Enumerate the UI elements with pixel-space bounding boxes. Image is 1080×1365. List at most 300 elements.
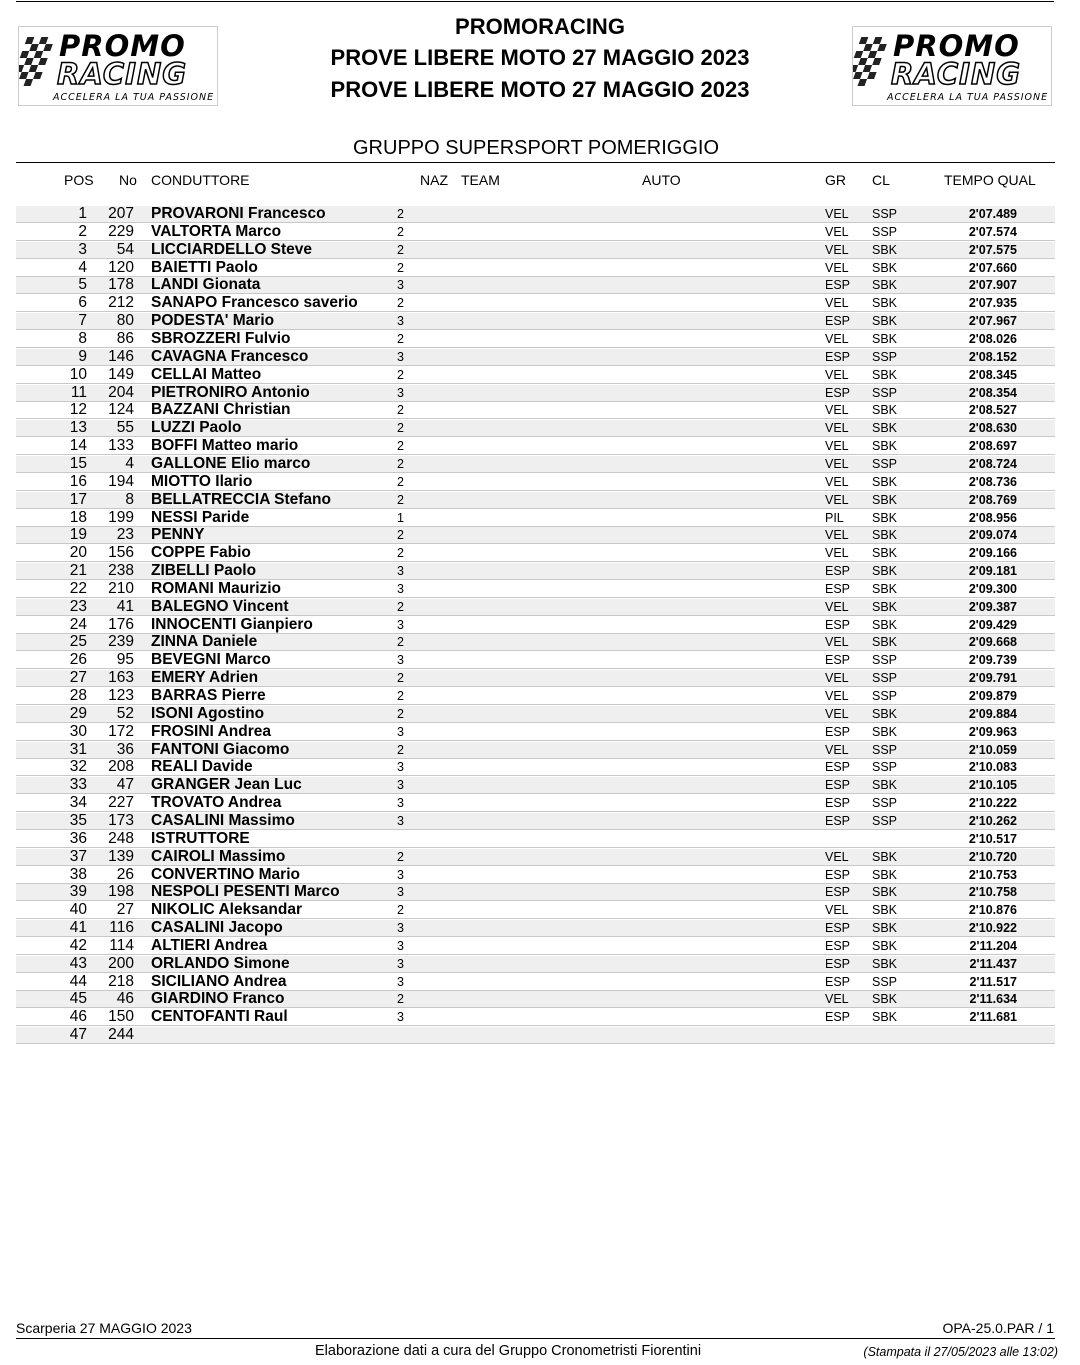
footer-credits: Elaborazione dati a cura del Gruppo Cronometristi Fiorentini: [315, 1343, 702, 1359]
cell-number: 200: [108, 954, 134, 972]
cell-number: 204: [108, 383, 134, 401]
cell-group: ESP: [825, 867, 851, 882]
cell-class: SBK: [872, 921, 898, 935]
cell-time: 2'10.083: [968, 760, 1017, 775]
cell-number: 227: [108, 794, 134, 812]
event-title-line2: PROVE LIBERE MOTO 27 MAGGIO 2023: [330, 77, 750, 102]
cell-class: SBK: [872, 599, 898, 614]
cell-class: SBK: [872, 314, 898, 329]
table-row: [16, 277, 1055, 294]
cell-time: 2'07.907: [968, 278, 1017, 293]
cell-driver: NIKOLIC Aleksandar: [151, 901, 303, 919]
cell-number: 244: [108, 1026, 134, 1044]
cell-pos: 38: [69, 865, 87, 883]
cell-class: SSP: [872, 207, 898, 221]
cell-class: SSP: [872, 671, 898, 686]
cell-number: 95: [116, 651, 134, 669]
cell-class: SBK: [872, 510, 898, 525]
cell-time: 2'11.681: [969, 1010, 1017, 1025]
cell-class: SBK: [872, 635, 898, 650]
table-row: [16, 349, 1055, 366]
table-row: [16, 260, 1055, 277]
table-row: [16, 831, 1055, 848]
cell-group: ESP: [825, 938, 851, 953]
cell-naz: 2: [397, 439, 404, 454]
cell-number: 146: [108, 347, 134, 365]
cell-class: SBK: [872, 242, 898, 257]
cell-class: SBK: [872, 992, 898, 1007]
cell-time: 2'10.758: [968, 885, 1017, 900]
cell-group: ESP: [825, 921, 851, 935]
cell-time: 2'09.791: [968, 671, 1017, 686]
cell-driver: ALTIERI Andrea: [151, 936, 268, 954]
logo-tagline: ACCELERA LA TUA PASSIONE: [53, 92, 215, 103]
cell-naz: 3: [397, 581, 404, 596]
cell-number: 133: [108, 437, 134, 455]
table-row: [16, 724, 1055, 741]
cell-class: SSP: [872, 689, 898, 703]
col-header-no: No: [119, 172, 137, 188]
cell-driver: GALLONE Elio marco: [151, 454, 311, 472]
col-header-auto: AUTO: [642, 172, 681, 188]
cell-pos: 47: [69, 1026, 87, 1044]
logo-word-promo: PROMO: [893, 29, 1020, 63]
cell-time: 2'11.437: [969, 956, 1017, 971]
cell-driver: BAZZANI Christian: [151, 401, 291, 419]
cell-driver: SANAPO Francesco saverio: [151, 294, 358, 312]
cell-number: 212: [108, 294, 134, 312]
cell-time: 2'08.630: [968, 421, 1017, 436]
cell-naz: 2: [397, 296, 404, 311]
cell-group: ESP: [825, 885, 851, 900]
cell-time: 2'10.059: [968, 742, 1017, 757]
cell-naz: 2: [397, 403, 404, 418]
cell-pos: 30: [69, 722, 87, 740]
col-header-driver: CONDUTTORE: [151, 172, 250, 188]
col-header-cl: CL: [872, 172, 890, 188]
cell-time: 2'09.074: [968, 528, 1017, 543]
cell-class: SBK: [872, 778, 898, 793]
cell-class: SSP: [872, 653, 898, 668]
cell-driver: CONVERTINO Mario: [151, 865, 300, 883]
cell-time: 2'08.956: [968, 510, 1017, 525]
cell-number: 23: [116, 526, 134, 544]
cell-class: SSP: [872, 974, 898, 989]
cell-pos: 46: [69, 1008, 87, 1026]
table-row: [16, 634, 1055, 651]
cell-time: 2'09.429: [968, 617, 1017, 632]
cell-naz: 2: [397, 474, 404, 489]
table-row: [16, 849, 1055, 866]
cell-time: 2'07.574: [968, 224, 1017, 239]
cell-number: 26: [116, 865, 134, 883]
cell-driver: COPPE Fabio: [151, 544, 251, 562]
cell-naz: 2: [397, 706, 404, 721]
table-row: [16, 545, 1055, 562]
table-row: [16, 813, 1055, 830]
cell-class: SBK: [872, 403, 898, 418]
cell-pos: 32: [69, 758, 87, 776]
cell-number: 27: [116, 901, 134, 919]
table-row: [16, 742, 1055, 759]
footer-rule: [16, 1338, 1055, 1339]
cell-pos: 29: [69, 704, 87, 722]
table-row: [16, 438, 1055, 455]
cell-group: VEL: [825, 671, 849, 686]
table-row: [16, 420, 1055, 437]
table-row: [16, 492, 1055, 509]
cell-pos: 36: [69, 829, 87, 847]
cell-naz: 2: [397, 367, 404, 382]
cell-naz: 3: [397, 617, 404, 632]
cell-class: SBK: [872, 546, 898, 561]
table-row: [16, 331, 1055, 348]
organizer-title: PROMORACING: [455, 14, 625, 39]
cell-group: VEL: [825, 367, 849, 382]
cell-class: SBK: [872, 867, 898, 882]
cell-number: 120: [108, 258, 134, 276]
cell-driver: INNOCENTI Gianpiero: [151, 615, 313, 633]
cell-naz: 2: [397, 260, 404, 275]
logo-word-promo: PROMO: [59, 29, 186, 63]
cell-group: VEL: [825, 903, 849, 918]
cell-number: 46: [116, 990, 134, 1008]
cell-class: SBK: [872, 724, 898, 739]
cell-driver: BELLATRECCIA Stefano: [151, 490, 331, 508]
table-row: [16, 527, 1055, 544]
cell-driver: EMERY Adrien: [151, 669, 259, 687]
cell-driver: CENTOFANTI Raul: [151, 1008, 288, 1026]
cell-naz: 2: [397, 689, 404, 703]
cell-number: 210: [108, 579, 134, 597]
cell-pos: 18: [69, 508, 87, 526]
cell-pos: 43: [69, 954, 87, 972]
cell-number: 47: [116, 776, 134, 794]
cell-number: 41: [116, 597, 134, 615]
cell-naz: 3: [397, 796, 404, 811]
cell-pos: 19: [69, 526, 87, 544]
cell-pos: 20: [69, 544, 87, 562]
table-row: [16, 599, 1055, 616]
cell-pos: 16: [69, 472, 87, 490]
cell-pos: 9: [78, 347, 87, 365]
cell-number: 239: [108, 633, 134, 651]
cell-time: 2'08.354: [968, 385, 1017, 400]
cell-time: 2'07.489: [968, 207, 1017, 221]
footer-page-ref: OPA-25.0.PAR / 1: [942, 1320, 1054, 1336]
cell-group: VEL: [825, 207, 849, 221]
cell-pos: 4: [78, 258, 87, 276]
cell-group: VEL: [825, 421, 849, 436]
cell-driver: CELLAI Matteo: [151, 365, 262, 383]
cell-time: 2'08.736: [968, 474, 1017, 489]
cell-class: SBK: [872, 564, 898, 578]
table-row: [16, 991, 1055, 1008]
cell-naz: 3: [397, 314, 404, 329]
cell-pos: 42: [69, 936, 87, 954]
table-row: [16, 385, 1055, 402]
cell-number: 218: [108, 972, 134, 990]
cell-naz: 2: [397, 599, 404, 614]
cell-number: 149: [108, 365, 134, 383]
cell-group: VEL: [825, 332, 849, 346]
cell-number: 176: [108, 615, 134, 633]
event-title-line1: PROVE LIBERE MOTO 27 MAGGIO 2023: [330, 45, 750, 70]
cell-group: VEL: [825, 474, 849, 489]
cell-naz: 3: [397, 349, 404, 364]
cell-driver: BOFFI Matteo mario: [151, 437, 299, 455]
cell-time: 2'10.753: [968, 867, 1017, 882]
cell-naz: 3: [397, 564, 404, 578]
cell-class: SSP: [872, 224, 898, 239]
cell-time: 2'07.575: [968, 242, 1017, 257]
cell-class: SSP: [872, 796, 898, 811]
cell-driver: ZINNA Daniele: [151, 633, 258, 651]
cell-class: SSP: [872, 385, 898, 400]
cell-group: PIL: [825, 510, 844, 525]
cell-driver: PODESTA' Mario: [151, 312, 275, 330]
table-row: [16, 902, 1055, 919]
cell-driver: SBROZZERI Fulvio: [151, 330, 291, 347]
cell-class: SBK: [872, 421, 898, 436]
table-row: [16, 670, 1055, 687]
cell-pos: 26: [69, 651, 87, 669]
col-header-gr: GR: [825, 172, 846, 188]
cell-class: SBK: [872, 367, 898, 382]
cell-time: 2'10.105: [968, 778, 1017, 793]
cell-time: 2'08.152: [968, 349, 1017, 364]
cell-number: 86: [116, 330, 134, 347]
cell-naz: 3: [397, 974, 404, 989]
cell-pos: 25: [69, 633, 87, 651]
cell-class: SSP: [872, 760, 898, 775]
cell-number: 229: [108, 222, 134, 240]
cell-number: 8: [125, 490, 134, 508]
table-row: [16, 795, 1055, 812]
cell-class: SBK: [872, 706, 898, 721]
cell-pos: 31: [69, 740, 87, 758]
cell-time: 2'09.884: [968, 706, 1017, 721]
table-row: [16, 920, 1055, 937]
cell-class: SBK: [872, 617, 898, 632]
cell-driver: LANDI Gionata: [151, 276, 261, 294]
logo-word-racing: RACING: [57, 57, 188, 91]
cell-group: ESP: [825, 956, 851, 971]
cell-pos: 37: [69, 847, 87, 865]
table-row: [16, 474, 1055, 491]
cell-pos: 12: [69, 401, 87, 419]
table-row: [16, 367, 1055, 384]
cell-naz: 2: [397, 224, 404, 239]
cell-naz: 1: [397, 510, 404, 525]
cell-class: SBK: [872, 260, 898, 275]
cell-pos: 3: [78, 240, 87, 258]
table-row: [16, 581, 1055, 598]
cell-driver: PIETRONIRO Antonio: [151, 383, 310, 401]
cell-pos: 11: [70, 383, 87, 401]
cell-driver: CAIROLI Massimo: [151, 847, 286, 865]
cell-group: ESP: [825, 974, 851, 989]
cell-number: 163: [108, 669, 134, 687]
cell-driver: TROVATO Andrea: [151, 794, 282, 812]
cell-number: 55: [116, 419, 134, 437]
cell-class: SSP: [872, 742, 898, 757]
cell-time: 2'10.720: [968, 849, 1017, 864]
cell-time: 2'07.935: [968, 296, 1017, 311]
cell-time: 2'08.724: [968, 456, 1017, 471]
cell-driver: SICILIANO Andrea: [151, 972, 287, 990]
cell-time: 2'11.204: [969, 938, 1017, 953]
cell-pos: 21: [69, 562, 87, 579]
cell-time: 2'09.879: [968, 689, 1017, 703]
table-row: [16, 224, 1055, 241]
cell-group: ESP: [825, 1010, 851, 1025]
cell-class: SBK: [872, 474, 898, 489]
cell-group: VEL: [825, 546, 849, 561]
logo-tagline: ACCELERA LA TUA PASSIONE: [887, 92, 1049, 103]
cell-pos: 13: [69, 419, 87, 437]
cell-group: VEL: [825, 242, 849, 257]
cell-number: 207: [108, 205, 134, 222]
cell-group: VEL: [825, 992, 849, 1007]
col-header-naz: NAZ: [420, 172, 448, 188]
cell-pos: 6: [78, 294, 87, 312]
cell-time: 2'09.668: [968, 635, 1017, 650]
cell-pos: 14: [69, 437, 87, 455]
cell-driver: FANTONI Giacomo: [151, 740, 290, 758]
cell-driver: BARRAS Pierre: [151, 687, 266, 704]
cell-group: VEL: [825, 849, 849, 864]
cell-pos: 22: [69, 579, 87, 597]
cell-naz: 2: [397, 742, 404, 757]
cell-driver: CAVAGNA Francesco: [151, 347, 309, 365]
cell-pos: 23: [69, 597, 87, 615]
cell-pos: 41: [69, 919, 87, 936]
cell-number: 208: [108, 758, 134, 776]
cell-driver: NESPOLI PESENTI Marco: [151, 883, 340, 901]
table-row: [16, 706, 1055, 723]
footer-place-date: Scarperia 27 MAGGIO 2023: [16, 1320, 192, 1336]
table-row: [16, 867, 1055, 884]
cell-group: ESP: [825, 385, 851, 400]
cell-time: 2'09.166: [968, 546, 1017, 561]
cell-group: VEL: [825, 439, 849, 454]
cell-class: SBK: [872, 278, 898, 293]
cell-pos: 17: [69, 490, 87, 508]
cell-number: 156: [108, 544, 134, 562]
cell-driver: LICCIARDELLO Steve: [151, 240, 313, 258]
cell-group: VEL: [825, 635, 849, 650]
cell-group: VEL: [825, 224, 849, 239]
cell-time: 2'09.739: [968, 653, 1017, 668]
cell-pos: 7: [78, 312, 87, 330]
cell-driver: VALTORTA Marco: [151, 222, 282, 240]
cell-pos: 34: [69, 794, 87, 812]
cell-class: SBK: [872, 296, 898, 311]
cell-driver: MIOTTO Ilario: [151, 472, 253, 490]
cell-number: 178: [108, 276, 134, 294]
cell-naz: 2: [397, 992, 404, 1007]
cell-naz: 2: [397, 546, 404, 561]
cell-driver: ISTRUTTORE: [151, 829, 250, 847]
col-header-pos: POS: [64, 172, 94, 188]
cell-number: 116: [109, 919, 134, 936]
cell-time: 2'09.181: [968, 564, 1017, 578]
cell-naz: 3: [397, 867, 404, 882]
cell-group: VEL: [825, 706, 849, 721]
table-row: [16, 510, 1055, 527]
cell-class: SBK: [872, 581, 898, 596]
col-header-time: TEMPO QUAL: [944, 172, 1036, 188]
cell-pos: 40: [69, 901, 87, 919]
cell-naz: 3: [397, 278, 404, 293]
group-title: GRUPPO SUPERSPORT POMERIGGIO: [353, 137, 719, 159]
cell-group: ESP: [825, 653, 851, 668]
cell-class: SBK: [872, 439, 898, 454]
cell-time: 2'08.527: [968, 403, 1017, 418]
cell-pos: 10: [69, 365, 87, 383]
cell-naz: 2: [397, 903, 404, 918]
cell-group: ESP: [825, 760, 851, 775]
cell-group: ESP: [825, 564, 851, 578]
cell-time: 2'09.387: [968, 599, 1017, 614]
cell-pos: 2: [78, 222, 87, 240]
cell-time: 2'11.517: [969, 974, 1017, 989]
cell-naz: 2: [397, 332, 404, 346]
cell-naz: 3: [397, 956, 404, 971]
cell-time: 2'11.634: [969, 992, 1017, 1007]
cell-time: 2'08.769: [968, 492, 1017, 507]
cell-number: 172: [108, 722, 134, 740]
cell-number: 194: [108, 472, 134, 490]
cell-time: 2'10.876: [968, 903, 1017, 918]
cell-naz: 2: [397, 849, 404, 864]
cell-class: SBK: [872, 528, 898, 543]
cell-number: 199: [108, 508, 134, 526]
cell-group: VEL: [825, 260, 849, 275]
cell-class: SBK: [872, 849, 898, 864]
cell-pos: 33: [69, 776, 87, 794]
cell-group: VEL: [825, 403, 849, 418]
cell-naz: 2: [397, 207, 404, 221]
cell-group: ESP: [825, 813, 851, 828]
table-row: [16, 1027, 1055, 1044]
cell-driver: LUZZI Paolo: [151, 419, 242, 437]
cell-group: ESP: [825, 349, 851, 364]
cell-group: ESP: [825, 581, 851, 596]
cell-naz: 3: [397, 385, 404, 400]
cell-naz: 2: [397, 528, 404, 543]
table-row: [16, 206, 1055, 223]
cell-time: 2'08.697: [968, 439, 1017, 454]
cell-group: VEL: [825, 296, 849, 311]
cell-driver: NESSI Paride: [151, 508, 250, 526]
cell-driver: PENNY: [151, 526, 205, 544]
cell-time: 2'08.026: [968, 332, 1017, 346]
cell-class: SBK: [872, 885, 898, 900]
table-row: [16, 402, 1055, 419]
cell-class: SBK: [872, 956, 898, 971]
cell-group: ESP: [825, 778, 851, 793]
cell-number: 238: [108, 562, 134, 579]
col-header-team: TEAM: [461, 172, 500, 188]
cell-pos: 15: [69, 454, 87, 472]
cell-driver: CASALINI Massimo: [151, 811, 295, 829]
cell-pos: 28: [69, 687, 87, 704]
cell-number: 150: [108, 1008, 134, 1026]
table-row: [16, 1009, 1055, 1026]
cell-number: 139: [108, 847, 134, 865]
